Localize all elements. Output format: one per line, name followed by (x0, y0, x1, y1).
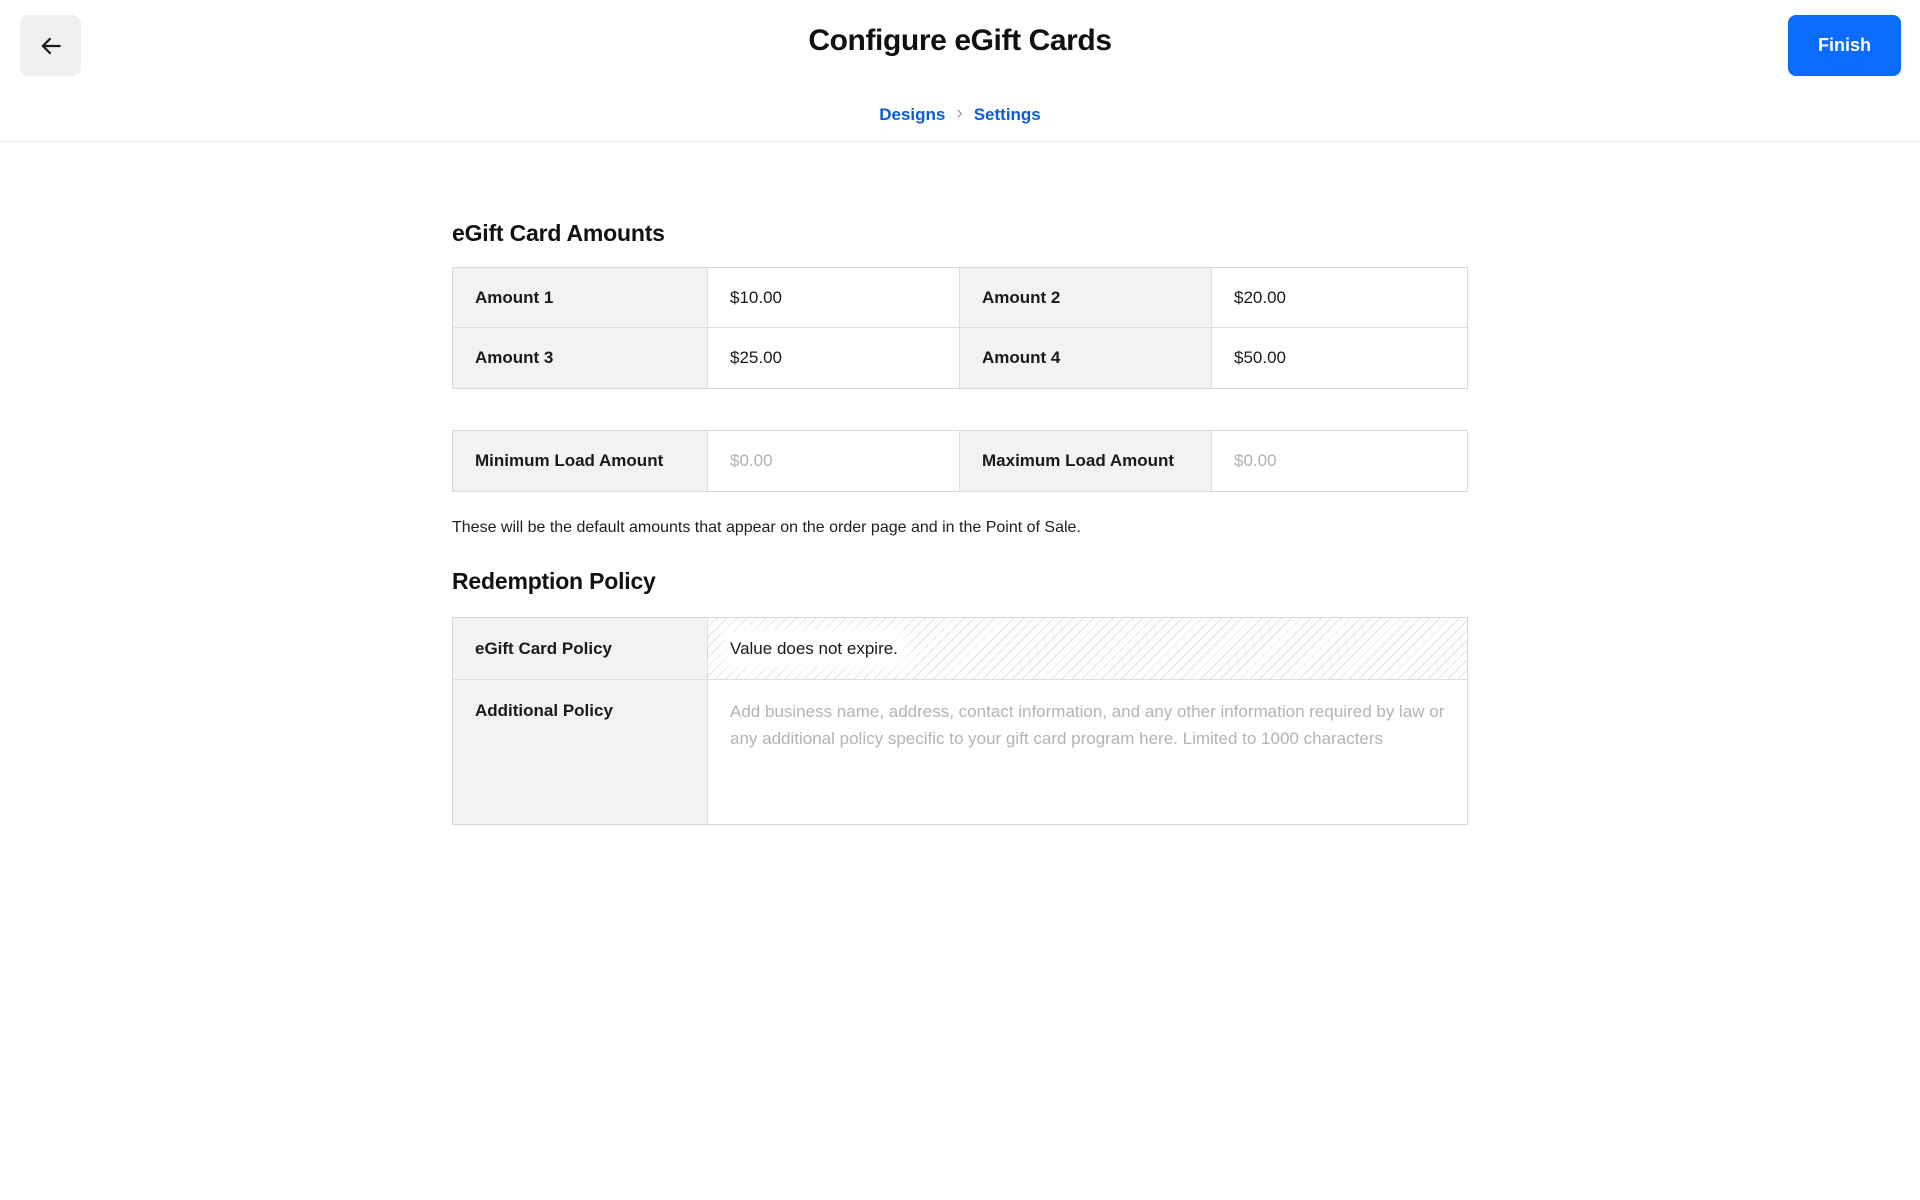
additional-policy-cell (708, 680, 1467, 824)
redemption-policy-table (452, 617, 1468, 825)
egift-policy-value-cell (708, 618, 1467, 680)
egift-policy-label: eGift Card Policy (453, 618, 708, 680)
amounts-helper-text: These will be the default amounts that appear on the order page and in the Point of Sale. (452, 519, 1081, 536)
policy-section-heading: Redemption Policy (452, 568, 656, 594)
amount-2-input[interactable] (1212, 268, 1467, 327)
egift-policy-value: Value does not expire. (730, 637, 898, 661)
load-amounts-table (452, 430, 1468, 492)
amount-3-label: Amount 3 (453, 328, 708, 388)
amount-1-label: Amount 1 (453, 268, 708, 328)
main-content (452, 220, 1468, 825)
amount-1-input[interactable] (708, 268, 959, 327)
breadcrumb-link-designs[interactable]: Designs (879, 104, 946, 124)
breadcrumb-link-settings[interactable]: Settings (973, 104, 1041, 124)
additional-policy-label: Additional Policy (475, 701, 613, 720)
finish-button[interactable]: Finish (1788, 15, 1901, 76)
amounts-section-heading: eGift Card Amounts (452, 220, 665, 246)
header (0, 0, 1920, 142)
additional-policy-label-cell (453, 680, 708, 824)
amount-1-cell (708, 268, 960, 328)
maximum-load-label: Maximum Load Amount (960, 431, 1212, 491)
back-button[interactable] (20, 15, 81, 76)
back-arrow-icon (38, 33, 64, 59)
amounts-table (452, 267, 1468, 389)
amount-4-cell (1212, 328, 1467, 388)
additional-policy-textarea[interactable] (708, 680, 1467, 824)
chevron-right-icon: › (956, 103, 963, 124)
amount-3-input[interactable] (708, 328, 959, 388)
amount-4-label: Amount 4 (960, 328, 1212, 388)
amount-2-label: Amount 2 (960, 268, 1212, 328)
breadcrumb (0, 104, 1920, 125)
maximum-load-cell (1212, 431, 1467, 491)
amount-3-cell (708, 328, 960, 388)
page-title: Configure eGift Cards (808, 24, 1112, 57)
amount-4-input[interactable] (1212, 328, 1467, 388)
minimum-load-label: Minimum Load Amount (453, 431, 708, 491)
amount-2-cell (1212, 268, 1467, 328)
minimum-load-input[interactable] (708, 431, 959, 491)
minimum-load-cell (708, 431, 960, 491)
maximum-load-input[interactable] (1212, 431, 1467, 491)
